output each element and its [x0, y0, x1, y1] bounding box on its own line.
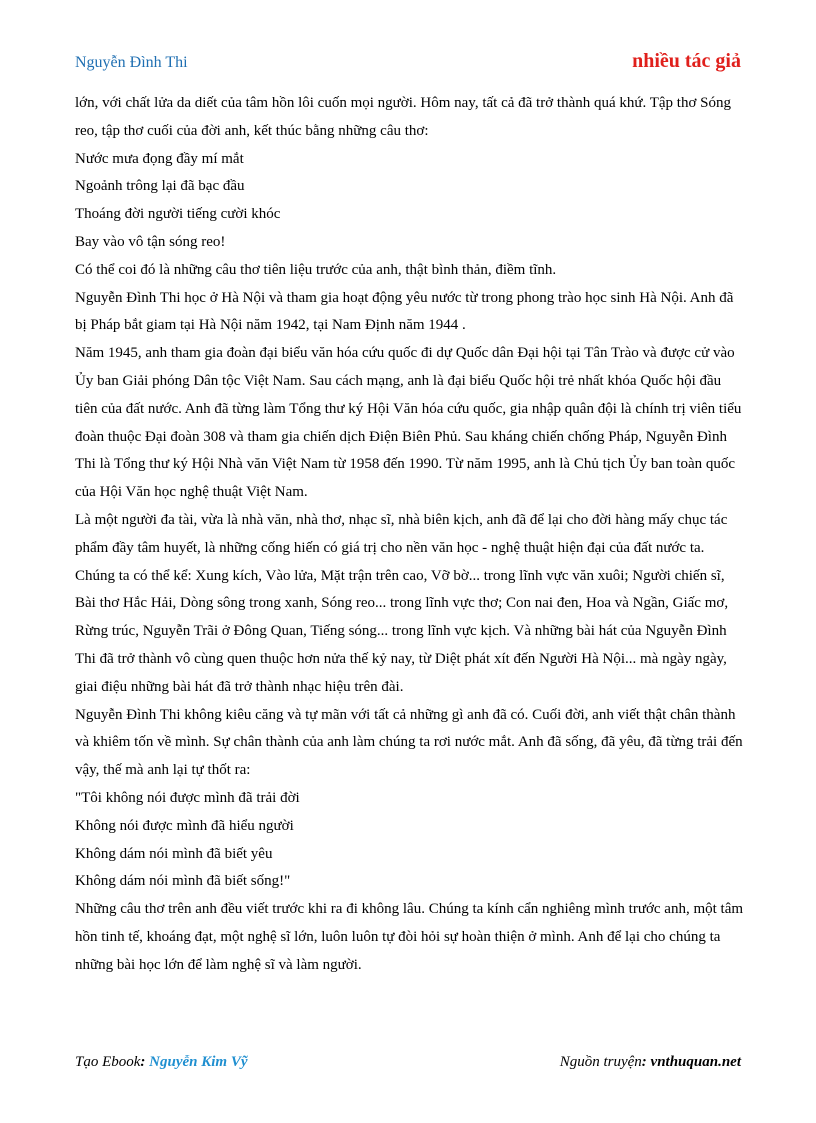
footer-source-credit: [560, 1054, 741, 1071]
poem-line: Nước mưa đọng đầy mí mắt: [75, 150, 244, 167]
paragraph: Những câu thơ trên anh đều viết trước khi ra đi không lâu. Chúng ta kính cẩn nghiêng mình trước anh, một tâm hồn tinh tế, khoáng đạt, một nghệ sĩ lớn, luôn luôn tự đòi hỏi sự hoàn thiện ở mình. Anh để lại cho chúng ta những bài học lớn để làm nghệ sĩ và làm người.: [75, 901, 744, 973]
header-collection: nhiều tác giả: [632, 50, 741, 72]
footer-colon: :: [140, 1054, 150, 1070]
article-body: [75, 90, 746, 980]
footer-source-label: Nguồn truyện: [559, 1054, 642, 1070]
header-author: Nguyễn Đình Thi: [75, 54, 188, 71]
paragraph: Nguyễn Đình Thi học ở Hà Nội và tham gia hoạt động yêu nước từ trong phong trào học sinh Hà Nội. Anh đã bị Pháp bắt giam tại Hà Nội năm 1942, tại Nam Định năm 1944 .: [75, 289, 734, 334]
poem-line: Thoáng đời người tiếng cười khóc: [75, 206, 281, 223]
poem-line: Ngoảnh trông lại đã bạc đầu: [75, 178, 245, 195]
paragraph: lớn, với chất lửa da diết của tâm hồn lôi cuốn mọi người. Hôm nay, tất cả đã trở thành quá khứ. Tập thơ Sóng reo, tập thơ cuối của đời anh, kết thúc bằng những câu thơ:: [75, 95, 732, 139]
poem-line: Không dám nói mình đã biết yêu: [75, 845, 273, 862]
page-header: [75, 50, 741, 73]
footer-ebook-name: Nguyễn Kim Vỹ: [149, 1054, 248, 1070]
paragraph: Có thể coi đó là những câu thơ tiên liệu trước của anh, thật bình thản, điềm tĩnh.: [75, 261, 557, 278]
poem-line: Bay vào vô tận sóng reo!: [75, 233, 226, 250]
footer-ebook-label: Tạo Ebook: [75, 1054, 141, 1070]
poem-line: Không dám nói mình đã biết sống!": [75, 873, 291, 890]
paragraph: Năm 1945, anh tham gia đoàn đại biểu văn hóa cứu quốc đi dự Quốc dân Đại hội tại Tân Trào và được cử vào Ủy ban Giải phóng Dân tộc Việt Nam. Sau cách mạng, anh là đại biểu Quốc hội trẻ nhất khóa Quốc hội đầu tiên của đất nước. Anh đã từng làm Tổng thư ký Hội Văn hóa cứu quốc, gia nhập quân đội là chính trị viên tiểu đoàn thuộc Đại đoàn 308 và tham gia chiến dịch Điện Biên Phủ. Sau kháng chiến chống Pháp, Nguyễn Đình Thi là Tổng thư ký Hội Nhà văn Việt Nam từ 1958 đến 1990. Từ năm 1995, anh là Chủ tịch Ủy ban toàn quốc của Hội Văn học nghệ thuật Việt Nam.: [75, 345, 742, 501]
footer-source-site: vnthuquan.net: [650, 1054, 741, 1070]
paragraph: Nguyễn Đình Thi không kiêu căng và tự mãn với tất cả những gì anh đã có. Cuối đời, anh viết thật chân thành và khiêm tốn về mình. Sự chân thành của anh làm chúng ta rơi nước mắt. Anh đã sống, đã yêu, đã từng trải đến vậy, thế mà anh lại tự thốt ra:: [75, 706, 743, 779]
poem-line: Không nói được mình đã hiểu người: [75, 817, 294, 834]
footer-colon: :: [641, 1054, 651, 1070]
poem-line: "Tôi không nói được mình đã trải đời: [75, 789, 300, 806]
page-footer: [75, 1054, 741, 1071]
paragraph: Là một người đa tài, vừa là nhà văn, nhà thơ, nhạc sĩ, nhà biên kịch, anh đã để lại cho đời hàng mấy chục tác phẩm đầy tâm huyết, là những cống hiến có giá trị cho nền văn học - nghệ thuật hiện đại của đất nước ta. Chúng ta có thể kể: Xung kích, Vào lửa, Mặt trận trên cao, Vỡ bờ... trong lĩnh vực văn xuôi; Người chiến sĩ, Bài thơ Hắc Hải, Dòng sông trong xanh, Sóng reo... trong lĩnh vực thơ; Con nai đen, Hoa và Ngần, Giấc mơ, Rừng trúc, Nguyễn Trãi ở Đông Quan, Tiếng sóng... trong lĩnh vực kịch. Và những bài hát của Nguyễn Đình Thi đã trở thành vô cùng quen thuộc hơn nửa thế kỷ nay, từ Diệt phát xít đến Người Hà Nội... mà ngày ngày, giai điệu những bài hát đã trở thành nhạc hiệu trên đài.: [75, 511, 729, 695]
footer-ebook-credit: [75, 1054, 248, 1071]
